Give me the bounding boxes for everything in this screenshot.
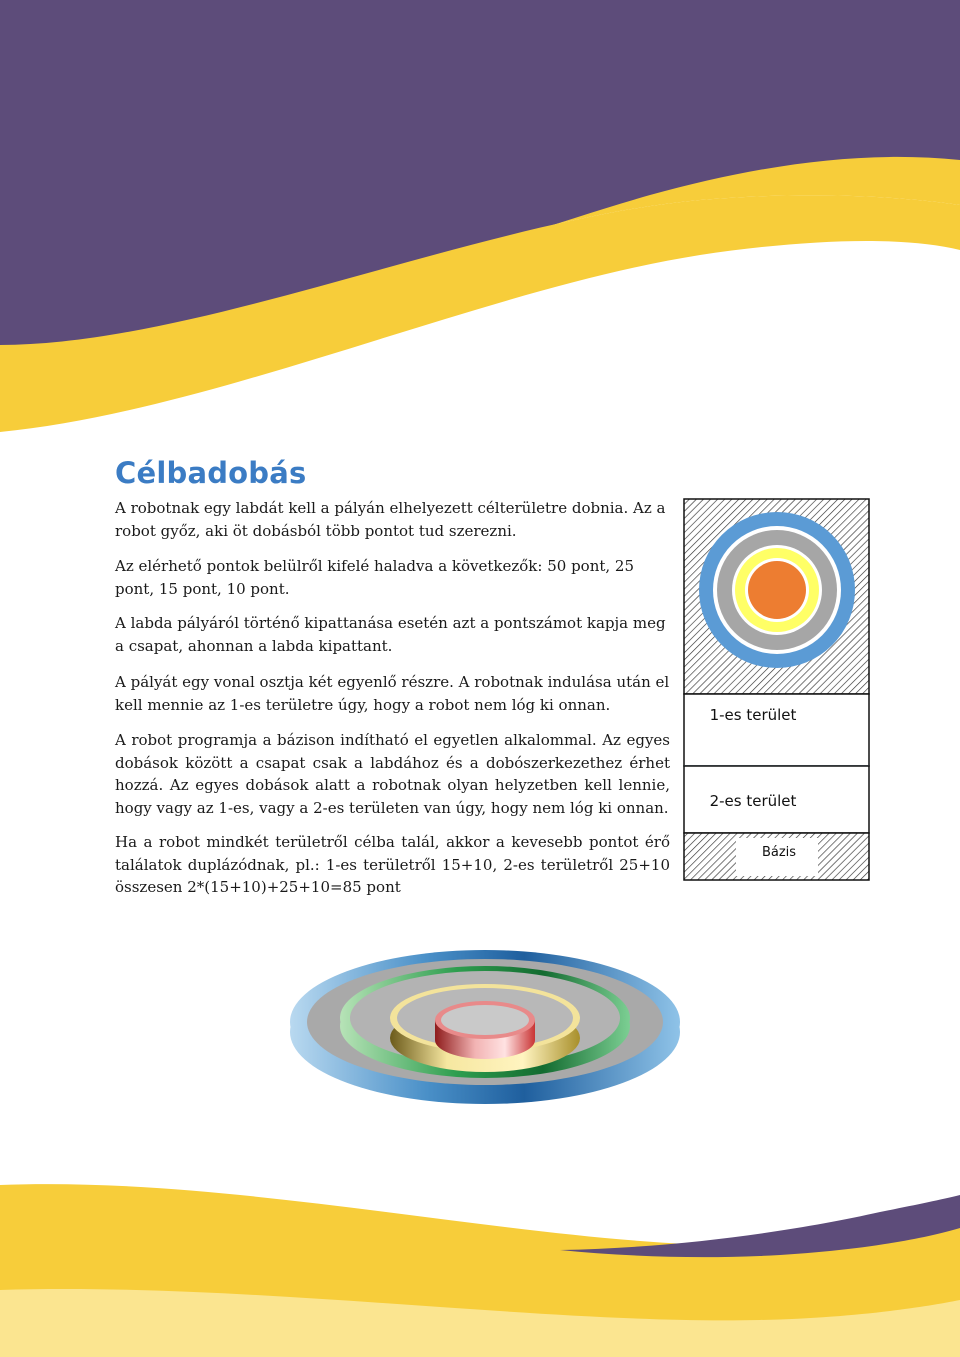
zone-1-label: 1-es terület: [709, 706, 797, 724]
page-title: Célbadobás: [115, 456, 307, 490]
paragraph-points: Az elérhető pontok belülről kifelé haladva a következők: 50 pont, 25 pont, 15 pont, 10 pont.: [115, 557, 635, 598]
target-center-orange: [748, 561, 806, 619]
zone-1: [684, 694, 869, 766]
bottom-wave-decoration: [0, 1170, 960, 1357]
paragraph-zones: A pályát egy vonal osztja két egyenlő részre. A robotnak indulása után el kell mennie az 1-es területre úgy, hogy a robot nem lóg ki onnan.: [115, 673, 670, 714]
base-label: Bázis: [761, 845, 797, 860]
paragraph-program: A robot programja a bázison indítható el egyetlen alkalommal. Az egyes dobások között a csapat csak a labdához és a dobószerkezethez érhet hozzá. Az egyes dobások alatt a robotnak olyan helyzetben kell lennie, hogy vagy az 1-es, vagy a 2-es területen van úgy, hogy nem lóg ki onnan.: [115, 731, 670, 817]
field-diagram: [683, 498, 871, 882]
target-3d-illustration: [285, 940, 685, 1115]
paragraph-bounce: A labda pályáról történő kipattanása esetén azt a pontszámot kapja meg a csapat, ahonnan a labda kipattant.: [115, 614, 666, 655]
paragraph-scoring: Ha a robot mindkét területről célba talál, akkor a kevesebb pontot érő találatok duplázódnak, pl.: 1-es területről 15+10, 2-es területről 25+10 összesen 2*(15+10)+25+10=85 pont: [115, 833, 670, 896]
top-wave-decoration: [0, 0, 960, 440]
paragraph-intro: A robotnak egy labdát kell a pályán elhelyezett célterületre dobnia. Az a robot győz, aki öt dobásból több pontot tud szerezni.: [115, 499, 666, 540]
zone-2-label: 2-es terület: [709, 792, 797, 810]
